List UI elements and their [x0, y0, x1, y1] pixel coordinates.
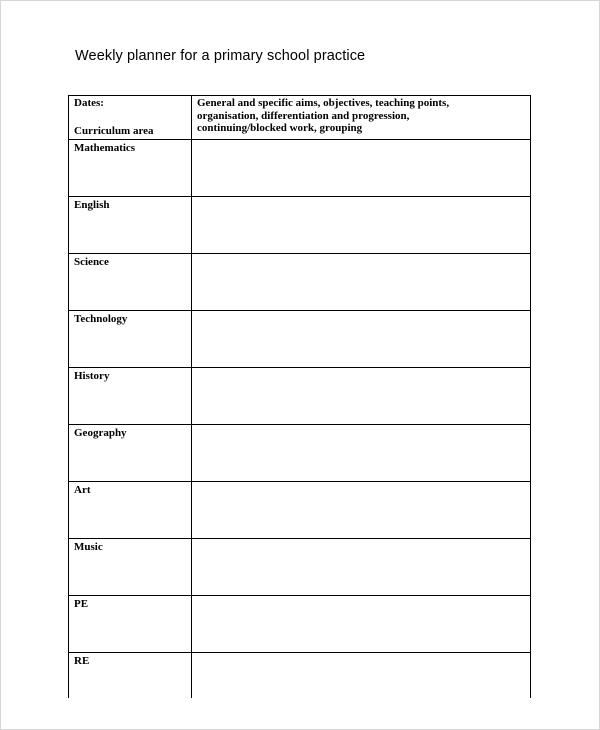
curriculum-area-label: Curriculum area [74, 125, 154, 137]
subject-label-music: Music [69, 539, 192, 596]
table-row [69, 425, 531, 482]
document-title: Weekly planner for a primary school practice [75, 48, 366, 64]
subject-label-technology: Technology [69, 311, 192, 368]
subject-notes-cell [192, 197, 531, 254]
subject-notes-cell [192, 482, 531, 539]
table-row [69, 254, 531, 311]
subject-notes-cell [192, 140, 531, 197]
subject-label-art: Art [69, 482, 192, 539]
subject-label-mathematics: Mathematics [69, 140, 192, 197]
subject-label-science: Science [69, 254, 192, 311]
subject-notes-cell [192, 311, 531, 368]
table-row [69, 140, 531, 197]
subject-label-geography: Geography [69, 425, 192, 482]
aims-line-2: organisation, differentiation and progression, [197, 109, 410, 122]
subject-label-pe: PE [69, 596, 192, 653]
table-header-row [69, 96, 531, 140]
subject-notes-cell [192, 368, 531, 425]
subject-notes-cell [192, 653, 531, 699]
header-dates-curriculum-cell [69, 96, 192, 140]
weekly-planner-table [68, 95, 531, 698]
table-row [69, 653, 531, 699]
table-row [69, 482, 531, 539]
subject-label-history: History [69, 368, 192, 425]
subject-label-re: RE [69, 653, 192, 699]
table-row [69, 197, 531, 254]
aims-line-3: continuing/blocked work, grouping [197, 122, 363, 134]
subject-notes-cell [192, 596, 531, 653]
subject-label-english: English [69, 197, 192, 254]
table-row [69, 539, 531, 596]
table-row [69, 311, 531, 368]
subject-notes-cell [192, 539, 531, 596]
subject-notes-cell [192, 254, 531, 311]
aims-line-1: General and specific aims, objectives, teaching points, [197, 97, 450, 109]
dates-label: Dates: [74, 97, 104, 109]
header-aims-cell [192, 96, 531, 140]
table-row [69, 368, 531, 425]
table-row [69, 596, 531, 653]
subject-notes-cell [192, 425, 531, 482]
